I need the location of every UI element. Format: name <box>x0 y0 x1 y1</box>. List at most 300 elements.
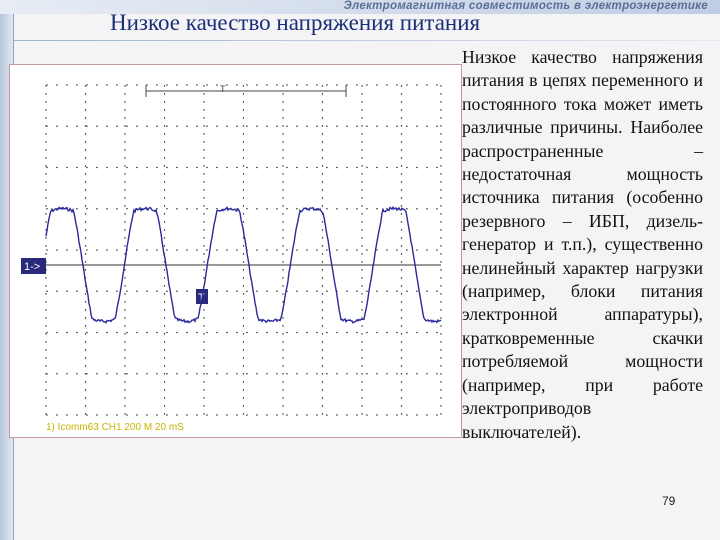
grid-dot <box>282 189 283 191</box>
grid-dot <box>361 325 362 327</box>
grid-dot <box>45 205 46 207</box>
grid-dot <box>85 301 86 303</box>
grid-dot <box>282 101 283 103</box>
grid-dot <box>45 133 46 135</box>
grid-dot <box>106 126 108 127</box>
grid-dot <box>176 332 178 333</box>
grid-dot <box>236 249 238 250</box>
grid-dot <box>286 126 288 127</box>
grid-dot <box>124 293 125 295</box>
grid-dot <box>440 165 441 167</box>
grid-dot <box>440 293 441 295</box>
grid-dot <box>46 332 48 333</box>
grid-dot <box>282 261 283 263</box>
grid-dot <box>156 291 158 292</box>
grid-dot <box>282 277 283 279</box>
grid-dot <box>203 253 204 255</box>
grid-dot <box>56 373 58 374</box>
grid-dot <box>243 325 244 327</box>
grid-dot <box>401 117 402 119</box>
grid-dot <box>440 349 441 351</box>
grid-dot <box>361 333 362 335</box>
grid-dot <box>136 414 138 415</box>
grid-dot <box>406 373 408 374</box>
grid-dot <box>203 165 204 167</box>
grid-dot <box>401 253 402 255</box>
grid-dot <box>216 208 218 209</box>
grid-dot <box>401 221 402 223</box>
grid-dot <box>286 208 288 209</box>
grid-dot <box>85 293 86 295</box>
grid-dot <box>236 414 238 415</box>
grid-dot <box>203 317 204 319</box>
grid-dot <box>416 167 418 168</box>
grid-dot <box>156 249 158 250</box>
grid-dot <box>164 85 165 87</box>
grid-dot <box>440 413 441 415</box>
grid-dot <box>45 309 46 311</box>
grid-dot <box>282 325 283 327</box>
grid-dot <box>46 208 48 209</box>
grid-dot <box>96 167 98 168</box>
grid-dot <box>164 317 165 319</box>
trigger-bracket <box>146 84 346 97</box>
grid-dot <box>203 85 204 87</box>
grid-dot <box>346 414 348 415</box>
grid-dot <box>85 237 86 239</box>
grid-dot <box>164 373 165 375</box>
grid-dot <box>361 269 362 271</box>
grid-dot <box>386 126 388 127</box>
grid-dot <box>243 149 244 151</box>
grid-dot <box>361 349 362 351</box>
grid-dot <box>164 285 165 287</box>
grid-dot <box>124 269 125 271</box>
grid-dot <box>436 208 438 209</box>
grid-dot <box>401 101 402 103</box>
grid-dot <box>322 389 323 391</box>
grid-dot <box>361 365 362 367</box>
grid-dot <box>401 309 402 311</box>
grid-dot <box>396 373 398 374</box>
grid-dot <box>85 93 86 95</box>
grid-dot <box>203 189 204 191</box>
grid-dot <box>246 291 248 292</box>
grid-dot <box>266 84 268 85</box>
grid-dot <box>136 373 138 374</box>
grid-dot <box>85 317 86 319</box>
grid-dot <box>322 373 323 375</box>
grid-dot <box>203 365 204 367</box>
grid-dot <box>164 349 165 351</box>
grid-dot <box>124 165 125 167</box>
grid-dot <box>243 317 244 319</box>
banner-text: Электромагнитная совместимость в электроэнергетике <box>343 0 708 12</box>
grid-dot <box>164 237 165 239</box>
grid-dot <box>426 208 428 209</box>
grid-dot <box>116 373 118 374</box>
grid-dot <box>440 309 441 311</box>
grid-dot <box>361 109 362 111</box>
grid-dot <box>164 189 165 191</box>
grid-dot <box>46 373 48 374</box>
grid-dot <box>85 253 86 255</box>
grid-dot <box>401 213 402 215</box>
grid-dot <box>361 93 362 95</box>
grid-dot <box>322 221 323 223</box>
grid-dot <box>416 126 418 127</box>
grid-dot <box>243 413 244 415</box>
grid-dot <box>440 109 441 111</box>
grid-dot <box>436 414 438 415</box>
grid-dot <box>256 167 258 168</box>
grid-dot <box>266 414 268 415</box>
grid-dot <box>361 373 362 375</box>
grid-dot <box>346 208 348 209</box>
grid-dot <box>156 84 158 85</box>
grid-dot <box>306 84 308 85</box>
grid-dot <box>440 197 441 199</box>
grid-dot <box>440 357 441 359</box>
grid-dot <box>336 84 338 85</box>
grid-dot <box>106 208 108 209</box>
grid-dot <box>85 133 86 135</box>
grid-dot <box>96 414 98 415</box>
grid-dot <box>396 84 398 85</box>
grid-dot <box>282 181 283 183</box>
grid-dot <box>401 341 402 343</box>
grid-dot <box>106 84 108 85</box>
grid-dot <box>376 84 378 85</box>
grid-dot <box>426 249 428 250</box>
grid-dot <box>282 141 283 143</box>
grid-dot <box>401 285 402 287</box>
grid-dot <box>243 397 244 399</box>
grid-dot <box>401 85 402 87</box>
grid-dot <box>322 197 323 199</box>
grid-dot <box>416 373 418 374</box>
grid-dot <box>166 249 168 250</box>
grid-dot <box>346 167 348 168</box>
grid-dot <box>266 291 268 292</box>
grid-dot <box>203 349 204 351</box>
grid-dot <box>164 165 165 167</box>
grid-dot <box>203 413 204 415</box>
grid-dot <box>401 189 402 191</box>
grid-dot <box>401 109 402 111</box>
grid-dot <box>243 93 244 95</box>
grid-dot <box>66 291 68 292</box>
grid-dot <box>56 332 58 333</box>
grid-dot <box>85 141 86 143</box>
grid-dot <box>243 157 244 159</box>
grid-dot <box>45 221 46 223</box>
grid-dot <box>124 405 125 407</box>
grid-dot <box>346 249 348 250</box>
grid-dot <box>243 165 244 167</box>
grid-dot <box>45 349 46 351</box>
grid-dot <box>440 229 441 231</box>
grid-dot <box>361 189 362 191</box>
grid-dot <box>164 117 165 119</box>
grid-dot <box>203 405 204 407</box>
grid-dot <box>45 173 46 175</box>
grid-dot <box>164 149 165 151</box>
grid-dot <box>96 126 98 127</box>
grid-dot <box>282 253 283 255</box>
grid-dot <box>282 341 283 343</box>
grid-dot <box>361 397 362 399</box>
grid-dot <box>276 332 278 333</box>
grid-dot <box>203 333 204 335</box>
grid-dot <box>316 84 318 85</box>
grid-dot <box>282 229 283 231</box>
grid-dot <box>282 133 283 135</box>
grid-dot <box>436 249 438 250</box>
grid-dot <box>85 269 86 271</box>
grid-dot <box>322 277 323 279</box>
grid-dot <box>440 157 441 159</box>
grid-dot <box>45 357 46 359</box>
grid-dot <box>45 253 46 255</box>
grid-dot <box>322 413 323 415</box>
grid-dot <box>401 165 402 167</box>
grid-dot <box>322 205 323 207</box>
grid-dot <box>346 373 348 374</box>
grid-dot <box>124 341 125 343</box>
grid-dot <box>243 85 244 87</box>
grid-dot <box>401 197 402 199</box>
grid-dot <box>124 117 125 119</box>
grid-dot <box>124 373 125 375</box>
grid-dot <box>164 181 165 183</box>
grid-dot <box>286 84 288 85</box>
grid-dot <box>45 397 46 399</box>
grid-dot <box>282 293 283 295</box>
grid-dot <box>361 389 362 391</box>
grid-dot <box>356 126 358 127</box>
grid-dot <box>96 84 98 85</box>
grid-dot <box>76 373 78 374</box>
grid-dot <box>86 208 88 209</box>
grid-dot <box>124 125 125 127</box>
grid-dot <box>376 126 378 127</box>
grid-dot <box>256 126 258 127</box>
grid-dot <box>282 365 283 367</box>
grid-dot <box>85 309 86 311</box>
grid-dot <box>126 167 128 168</box>
grid-dot <box>66 167 68 168</box>
grid-dot <box>386 249 388 250</box>
grid-dot <box>156 414 158 415</box>
grid-dot <box>286 373 288 374</box>
grid-dot <box>124 237 125 239</box>
grid-dot <box>361 277 362 279</box>
grid-dot <box>296 84 298 85</box>
grid-dot <box>361 221 362 223</box>
grid-dot <box>186 84 188 85</box>
grid-dot <box>322 237 323 239</box>
grid-dot <box>306 249 308 250</box>
grid-dot <box>45 197 46 199</box>
grid-dot <box>322 317 323 319</box>
grid-dot <box>440 213 441 215</box>
grid-dot <box>45 93 46 95</box>
grid-dot <box>106 414 108 415</box>
grid-dot <box>196 208 198 209</box>
grid-dot <box>196 373 198 374</box>
grid-dot <box>440 277 441 279</box>
grid-dot <box>176 414 178 415</box>
grid-dot <box>361 309 362 311</box>
grid-dot <box>282 357 283 359</box>
grid-dot <box>86 167 88 168</box>
grid-dot <box>76 249 78 250</box>
grid-dot <box>336 208 338 209</box>
grid-dot <box>164 221 165 223</box>
grid-dot <box>156 332 158 333</box>
grid-dot <box>243 125 244 127</box>
grid-dot <box>256 208 258 209</box>
grid-dot <box>440 149 441 151</box>
grid-dot <box>106 291 108 292</box>
grid-dot <box>96 291 98 292</box>
grid-dot <box>361 125 362 127</box>
grid-dot <box>256 249 258 250</box>
grid-dot <box>166 414 168 415</box>
grid-dot <box>243 253 244 255</box>
grid-dot <box>243 293 244 295</box>
grid-dot <box>164 277 165 279</box>
grid-dot <box>440 221 441 223</box>
grid-dot <box>266 126 268 127</box>
grid-dot <box>85 165 86 167</box>
grid-dot <box>124 157 125 159</box>
grid-dot <box>326 291 328 292</box>
grid-dot <box>266 332 268 333</box>
grid-dot <box>361 405 362 407</box>
grid-dot <box>243 181 244 183</box>
grid-dot <box>401 405 402 407</box>
grid-dot <box>401 261 402 263</box>
grid-dot <box>156 167 158 168</box>
grid-dot <box>243 301 244 303</box>
grid-dot <box>401 237 402 239</box>
grid-dot <box>166 373 168 374</box>
grid-dot <box>356 249 358 250</box>
grid-dot <box>322 261 323 263</box>
grid-dot <box>126 373 128 374</box>
grid-dot <box>45 381 46 383</box>
grid-dot <box>203 149 204 151</box>
grid-dot <box>426 84 428 85</box>
grid-dot <box>203 213 204 215</box>
grid-dot <box>282 197 283 199</box>
grid-dot <box>243 109 244 111</box>
grid-dot <box>286 167 288 168</box>
grid-dot <box>306 414 308 415</box>
grid-dot <box>336 167 338 168</box>
grid-dot <box>282 333 283 335</box>
grid-dot <box>186 249 188 250</box>
grid-dot <box>203 269 204 271</box>
grid-dot <box>96 208 98 209</box>
grid-dot <box>322 405 323 407</box>
grid-dot <box>236 126 238 127</box>
grid-dot <box>45 189 46 191</box>
grid-dot <box>361 85 362 87</box>
grid-dot <box>336 249 338 250</box>
grid-dot <box>246 167 248 168</box>
grid-dot <box>322 133 323 135</box>
grid-dot <box>186 126 188 127</box>
grid-dot <box>416 249 418 250</box>
grid-dot <box>282 221 283 223</box>
grid-dot <box>401 333 402 335</box>
grid-dot <box>361 181 362 183</box>
grid-dot <box>416 208 418 209</box>
grid-dot <box>282 381 283 383</box>
grid-dot <box>401 397 402 399</box>
grid-dot <box>164 133 165 135</box>
grid-dot <box>186 208 188 209</box>
grid-dot <box>76 414 78 415</box>
grid-dot <box>96 332 98 333</box>
grid-dot <box>361 205 362 207</box>
grid-dot <box>124 245 125 247</box>
grid-dot <box>436 291 438 292</box>
grid-dot <box>203 181 204 183</box>
grid-dot <box>85 229 86 231</box>
grid-dot <box>296 291 298 292</box>
grid-dot <box>45 181 46 183</box>
grid-dot <box>276 126 278 127</box>
grid-dot <box>316 332 318 333</box>
grid-dot <box>203 173 204 175</box>
grid-dot <box>276 373 278 374</box>
grid-dot <box>146 332 148 333</box>
grid-dot <box>322 293 323 295</box>
grid-dot <box>85 221 86 223</box>
grid-dot <box>322 285 323 287</box>
grid-dot <box>124 133 125 135</box>
grid-dot <box>203 309 204 311</box>
channel-marker <box>21 258 46 274</box>
grid-dot <box>76 167 78 168</box>
grid-dot <box>66 249 68 250</box>
grid-dot <box>56 249 58 250</box>
grid-dot <box>282 349 283 351</box>
channel-marker-label: 1-> <box>24 261 41 273</box>
grid-dot <box>243 245 244 247</box>
grid-dot <box>396 332 398 333</box>
grid-dot <box>296 373 298 374</box>
grid-dot <box>243 205 244 207</box>
grid-dot <box>316 291 318 292</box>
grid-dot <box>440 101 441 103</box>
grid-dot <box>164 413 165 415</box>
grid-dot <box>401 173 402 175</box>
grid-dot <box>45 245 46 247</box>
grid-dot <box>246 84 248 85</box>
grid-dot <box>243 309 244 311</box>
grid-dot <box>85 189 86 191</box>
grid-dot <box>216 291 218 292</box>
grid-dot <box>124 389 125 391</box>
grid-dot <box>86 126 88 127</box>
grid-dot <box>164 109 165 111</box>
grid-dot <box>440 205 441 207</box>
